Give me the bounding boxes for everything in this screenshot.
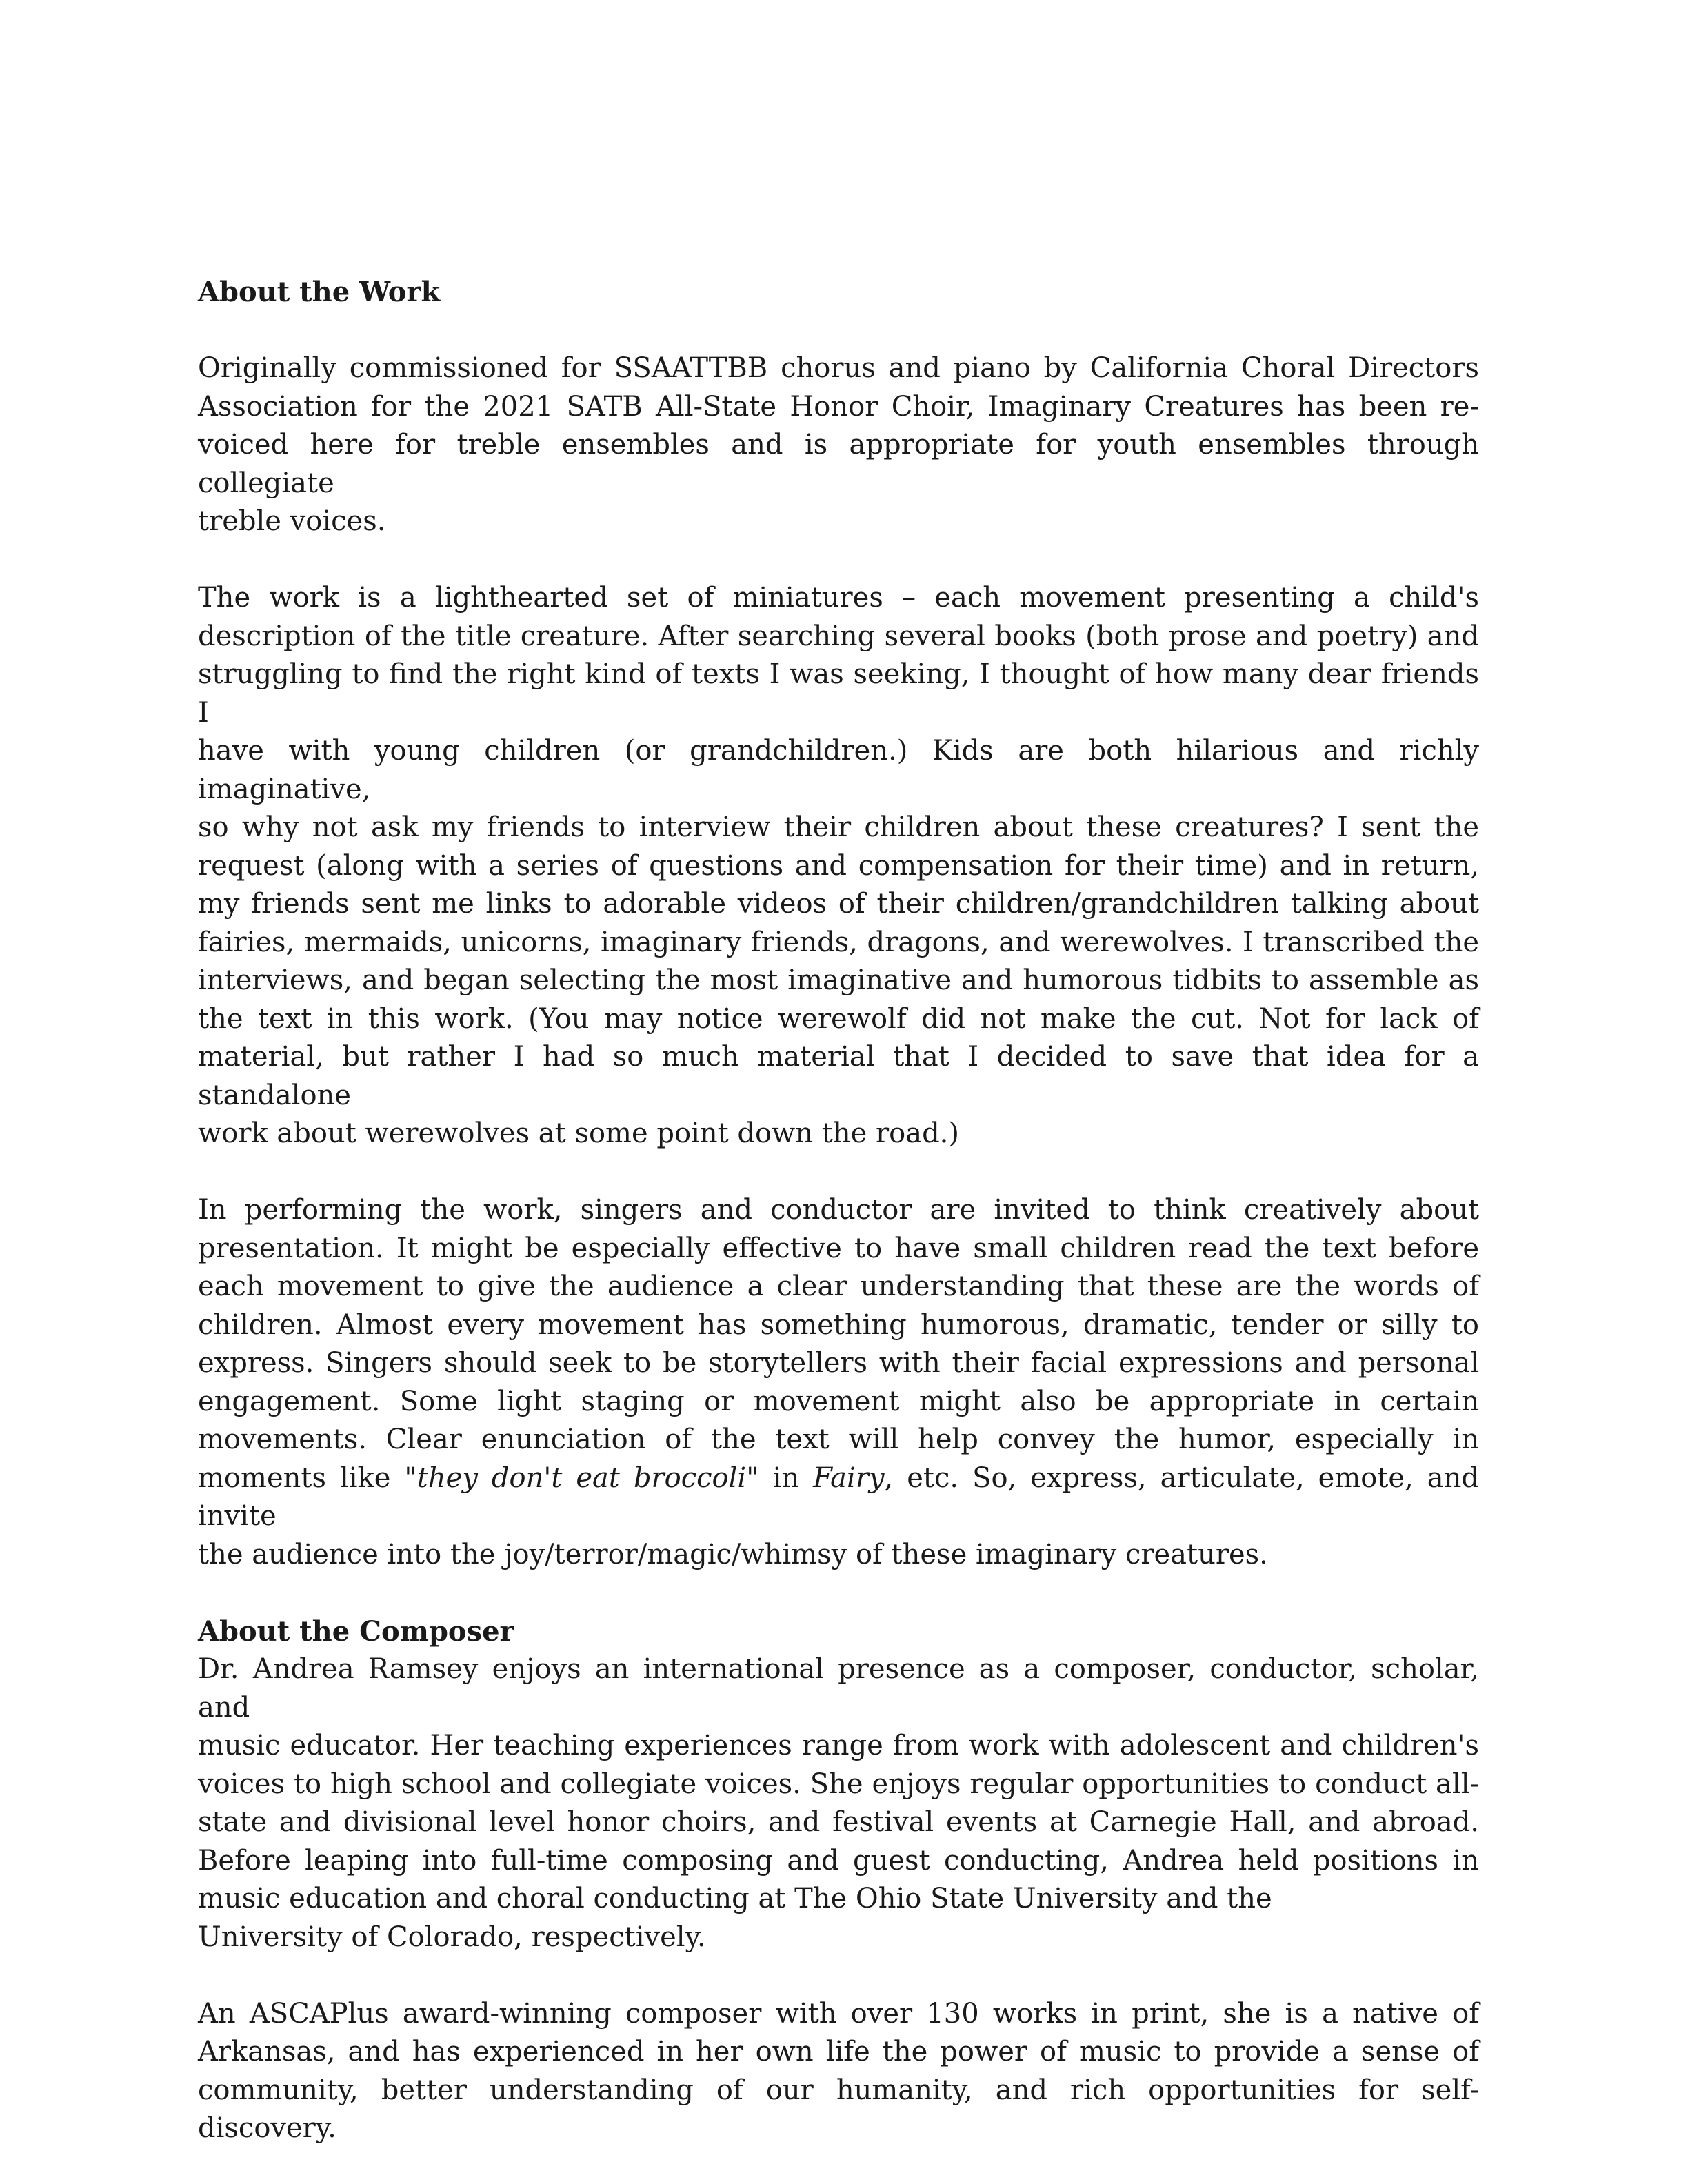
text-line: interviews, and began selecting the most imaginative and humorous tidbits to assemble as <box>198 964 1479 996</box>
text-line: In performing the work, singers and conductor are invited to think creatively about <box>198 1194 1479 1226</box>
text-line: description of the title creature. After searching several books (both prose and poetry) and <box>198 620 1479 652</box>
text-line: struggling to find the right kind of texts I was seeking, I thought of how many dear friends I <box>198 658 1479 729</box>
text-line: voiced here for treble ensembles and is appropriate for youth ensembles through collegiate <box>198 429 1479 499</box>
text-line: Originally commissioned for SSAATTBB chorus and piano by California Choral Directors <box>198 352 1479 384</box>
text-line: material, but rather I had so much material that I decided to save that idea for a standalone <box>198 1041 1479 1111</box>
work-paragraph-1 <box>198 350 1479 541</box>
document-page <box>198 273 1479 2148</box>
text-line: community, better understanding of our humanity, and rich opportunities for self- <box>198 2074 1479 2106</box>
text-line: voices to high school and collegiate voices. She enjoys regular opportunities to conduct all- <box>198 1768 1479 1800</box>
text-line: movements. Clear enunciation of the text will help convey the humor, especially in <box>198 1424 1479 1455</box>
text-line: Before leaping into full-time composing and guest conducting, Andrea held positions in <box>198 1844 1479 1877</box>
composer-paragraph-1 <box>198 1650 1479 1957</box>
text-line: work about werewolves at some point down the road.) <box>198 1118 960 1149</box>
text-line: fairies, mermaids, unicorns, imaginary friends, dragons, and werewolves. I transcribed the <box>198 926 1479 958</box>
text-line: treble voices. <box>198 505 386 537</box>
text-line: Dr. Andrea Ramsey enjoys an international presence as a composer, conductor, scholar, and <box>198 1653 1479 1723</box>
text-line: discovery. <box>198 2112 336 2144</box>
text-line: each movement to give the audience a clear understanding that these are the words of <box>198 1271 1479 1302</box>
italic-title: Fairy <box>813 1462 885 1494</box>
composer-paragraph-2 <box>198 1995 1479 2148</box>
text-line: the audience into the joy/terror/magic/whimsy of these imaginary creatures. <box>198 1538 1268 1570</box>
text-line: have with young children (or grandchildren.) Kids are both hilarious and richly imaginative, <box>198 735 1479 805</box>
text-line: so why not ask my friends to interview their children about these creatures? I sent the <box>198 811 1479 843</box>
work-paragraph-2 <box>198 579 1479 1153</box>
text-line: my friends sent me links to adorable videos of their children/grandchildren talking about <box>198 888 1479 920</box>
text-run: , etc. So, express, articulate, emote, and invite <box>198 1462 1480 1532</box>
text-line: Association for the 2021 SATB All-State Honor Choir, Imaginary Creatures has been re- <box>198 390 1479 423</box>
text-line: The work is a lighthearted set of miniatures – each movement presenting a child's <box>198 582 1479 614</box>
text-line: the text in this work. (You may notice werewolf did not make the cut. Not for lack of <box>198 1002 1479 1035</box>
text-line: Arkansas, and has experienced in her own life the power of music to provide a sense of <box>198 2036 1479 2067</box>
text-line: An ASCAPlus award-winning composer with over 130 works in print, she is a native of <box>198 1997 1479 2030</box>
about-work-heading: About the Work <box>198 276 441 308</box>
text-line: children. Almost every movement has something humorous, dramatic, tender or silly to <box>198 1308 1479 1341</box>
about-composer-heading: About the Composer <box>198 1615 514 1648</box>
text-line: University of Colorado, respectively. <box>198 1921 706 1953</box>
text-run: moments like <box>198 1462 405 1494</box>
text-line: express. Singers should seek to be storytellers with their facial expressions and personal <box>198 1347 1479 1379</box>
text-line: music education and choral conducting at The Ohio State University and the <box>198 1883 1272 1914</box>
text-line: state and divisional level honor choirs, and festival events at Carnegie Hall, and abroad. <box>198 1806 1479 1838</box>
text-run: in <box>758 1462 814 1494</box>
text-line: request (along with a series of questions and compensation for their time) and in return, <box>198 849 1479 882</box>
text-line: music educator. Her teaching experiences range from work with adolescent and children's <box>198 1730 1479 1761</box>
text-line: presentation. It might be especially effective to have small children read the text before <box>198 1232 1479 1264</box>
work-paragraph-3 <box>198 1191 1479 1574</box>
text-line-with-italics <box>198 1459 1479 1536</box>
italic-quote: "they don't eat broccoli" <box>404 1462 759 1494</box>
text-line: engagement. Some light staging or movement might also be appropriate in certain <box>198 1385 1479 1417</box>
